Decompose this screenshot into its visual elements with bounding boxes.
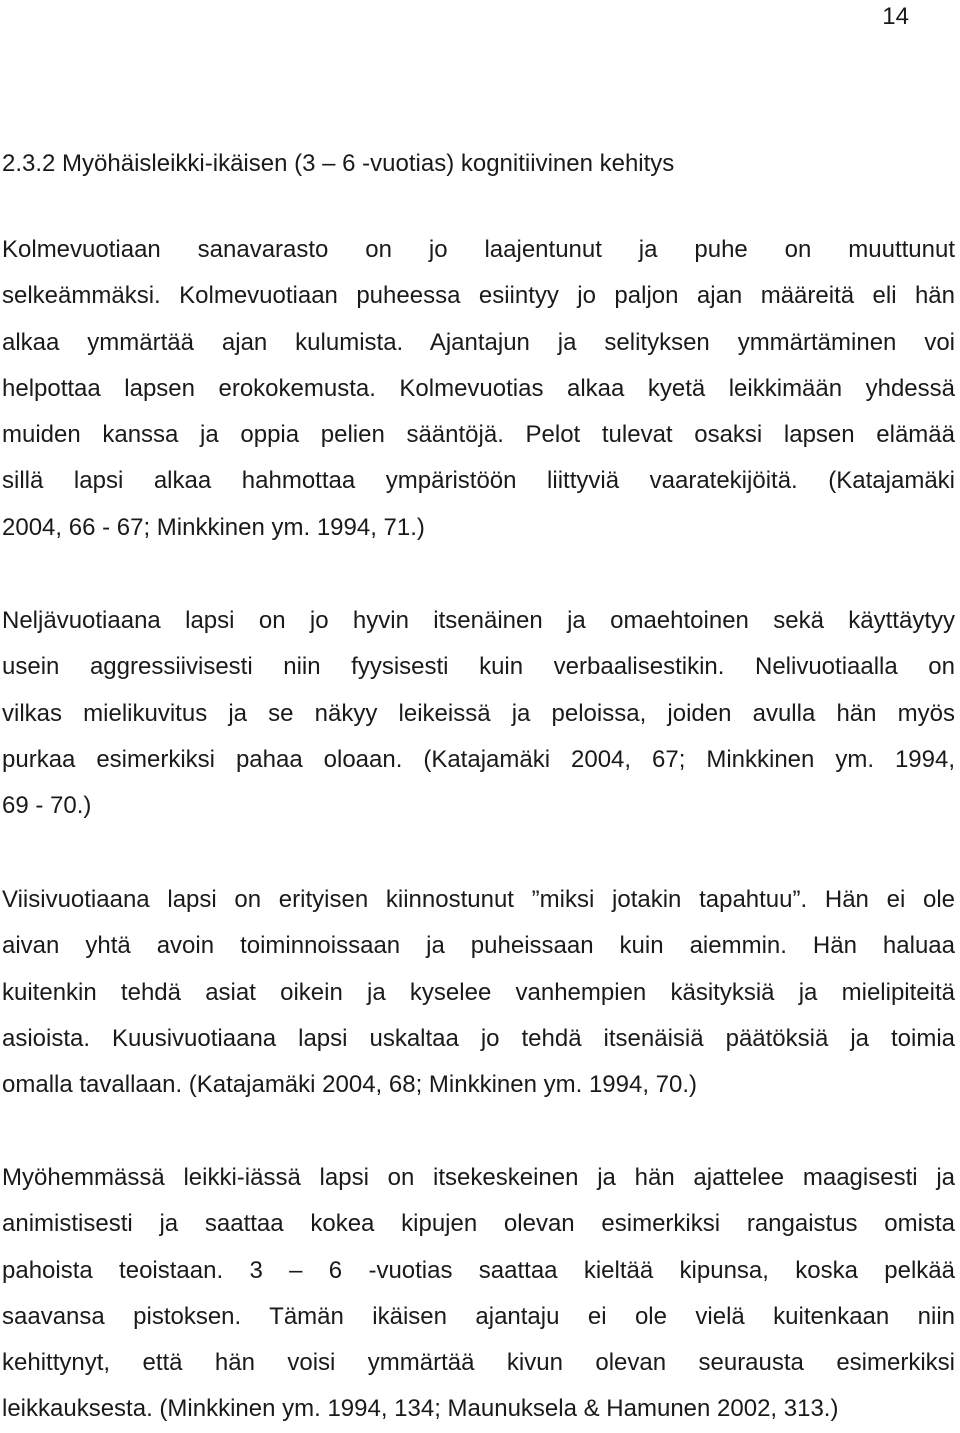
paragraph-line: Myöhemmässä leikki-iässä lapsi on itsekeskeinen ja hän ajattelee maagisesti ja xyxy=(2,1164,955,1191)
paragraph-line: Viisivuotiaana lapsi on erityisen kiinnostunut ”miksi jotakin tapahtuu”. Hän ei ole xyxy=(2,886,955,913)
paragraph-line: kuitenkin tehdä asiat oikein ja kyselee vanhempien käsityksiä ja mielipiteitä xyxy=(2,978,955,1006)
paragraph-line: helpottaa lapsen erokokemusta. Kolmevuotias alkaa kyetä leikkimään yhdessä xyxy=(2,374,955,402)
paragraph-line: purkaa esimerkiksi pahaa oloaan. (Katajamäki 2004, 67; Minkkinen ym. 1994, xyxy=(2,745,955,773)
paragraph-1 xyxy=(2,227,955,551)
paragraph-line: sillä lapsi alkaa hahmottaa ympäristöön liittyviä vaaratekijöitä. (Katajamäki xyxy=(2,467,955,495)
paragraph-line: saavansa pistoksen. Tämän ikäisen ajantaju ei ole vielä kuitenkaan niin xyxy=(2,1302,955,1330)
paragraph-line: animistisesti ja saattaa kokea kipujen olevan esimerkiksi rangaistus omista xyxy=(2,1210,955,1238)
paragraph-line: 2004, 66 - 67; Minkkinen ym. 1994, 71.) xyxy=(2,513,425,541)
paragraph-line: asioista. Kuusivuotiaana lapsi uskaltaa jo tehdä itsenäisiä päätöksiä ja toimia xyxy=(2,1024,955,1052)
paragraph-line: aivan yhtä avoin toiminnoissaan ja puheissaan kuin aiemmin. Hän haluaa xyxy=(2,932,955,960)
paragraph-line: kehittynyt, että hän voisi ymmärtää kivun olevan seurausta esimerkiksi xyxy=(2,1349,955,1377)
paragraph-line: leikkauksesta. (Minkkinen ym. 1994, 134; Maunuksela & Hamunen 2002, 313.) xyxy=(2,1395,839,1423)
paragraph-line: usein aggressiivisesti niin fyysisesti kuin verbaalisestikin. Nelivuotiaalla on xyxy=(2,653,955,681)
paragraph-line: 69 - 70.) xyxy=(2,792,92,820)
paragraph-line: muiden kanssa ja oppia pelien sääntöjä. Pelot tulevat osaksi lapsen elämää xyxy=(2,421,955,449)
page-number: 14 xyxy=(882,3,909,30)
paragraph-line: Neljävuotiaana lapsi on jo hyvin itsenäinen ja omaehtoinen sekä käyttäytyy xyxy=(2,607,955,634)
paragraph-line: omalla tavallaan. (Katajamäki 2004, 68; Minkkinen ym. 1994, 70.) xyxy=(2,1071,698,1099)
paragraph-3 xyxy=(2,877,955,1108)
paragraph-4 xyxy=(2,1155,955,1433)
paragraph-line: pahoista teoistaan. 3 – 6 -vuotias saattaa kieltää kipunsa, koska pelkää xyxy=(2,1256,955,1284)
paragraph-line: Kolmevuotiaan sanavarasto on jo laajentunut ja puhe on muuttunut xyxy=(2,236,955,263)
paragraph-line: alkaa ymmärtää ajan kulumista. Ajantajun ja selityksen ymmärtäminen voi xyxy=(2,328,955,356)
section-heading: 2.3.2 Myöhäisleikki-ikäisen (3 – 6 -vuotias) kognitiivinen kehitys xyxy=(2,150,675,177)
paragraph-line: selkeämmäksi. Kolmevuotiaan puheessa esiintyy jo paljon ajan määreitä eli hän xyxy=(2,282,955,310)
paragraph-line: vilkas mielikuvitus ja se näkyy leikeissä ja peloissa, joiden avulla hän myös xyxy=(2,699,955,727)
paragraph-2 xyxy=(2,598,955,829)
